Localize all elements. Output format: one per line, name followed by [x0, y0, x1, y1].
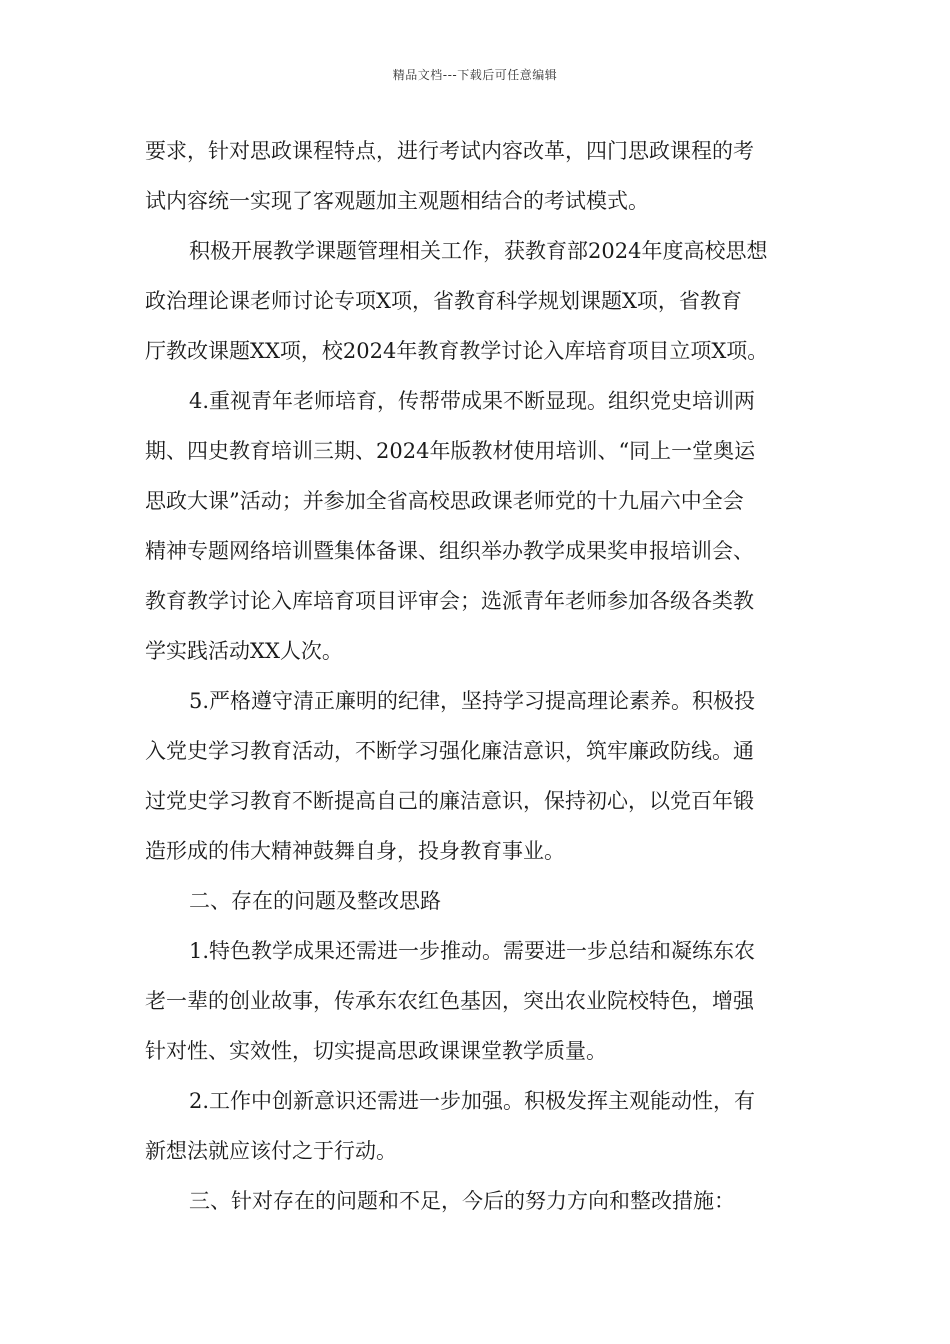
text-line: 精神专题网络培训暨集体备课、组织举办教学成果奖申报培训会、 [145, 539, 754, 563]
page-header: 精品文档---下载后可任意编辑 [392, 68, 558, 82]
paragraph-first-line: 5.严格遵守清正廉明的纪律，坚持学习提高理论素养。积极投 [189, 689, 756, 713]
text-line: 入党史学习教育活动，不断学习强化廉洁意识，筑牢廉政防线。通 [145, 739, 754, 763]
text-line: 过党史学习教育不断提高自己的廉洁意识，保持初心，以党百年锻 [145, 789, 754, 813]
text-line: 思政大课”活动；并参加全省高校思政课老师党的十九届六中全会 [145, 489, 744, 513]
text-line: 政治理论课老师讨论专项X项，省教育科学规划课题X项，省教育 [145, 289, 742, 313]
text-line: 针对性、实效性，切实提高思政课课堂教学质量。 [145, 1039, 607, 1063]
text-line: 教育教学讨论入库培育项目评审会；选派青年老师参加各级各类教 [145, 589, 754, 613]
paragraph-first-line: 积极开展教学课题管理相关工作，获教育部2024年度高校思想 [189, 239, 768, 263]
text-line: 新想法就应该付之于行动。 [145, 1139, 397, 1163]
text-line: 厅教改课题XX项，校2024年教育教学讨论入库培育项目立项X项。 [145, 339, 769, 363]
text-line: 要求，针对思政课程特点，进行考试内容改革，四门思政课程的考 [145, 139, 754, 163]
text-line: 期、四史教育培训三期、2024年版教材使用培训、“同上一堂奥运 [145, 439, 756, 463]
paragraph-first-line: 4.重视青年老师培育，传帮带成果不断显现。组织党史培训两 [189, 389, 756, 413]
text-line: 造形成的伟大精神鼓舞自身，投身教育事业。 [145, 839, 565, 863]
paragraph-first-line: 2.工作中创新意识还需进一步加强。积极发挥主观能动性，有 [189, 1089, 756, 1113]
section-heading: 二、存在的问题及整改思路 [189, 889, 441, 913]
text-line: 试内容统一实现了客观题加主观题相结合的考试模式。 [145, 189, 649, 213]
paragraph-first-line: 1.特色教学成果还需进一步推动。需要进一步总结和凝练东农 [189, 939, 756, 963]
section-heading: 三、针对存在的问题和不足，今后的努力方向和整改措施： [189, 1189, 735, 1213]
text-line: 老一辈的创业故事，传承东农红色基因，突出农业院校特色，增强 [145, 989, 754, 1013]
text-line: 学实践活动XX人次。 [145, 639, 343, 663]
